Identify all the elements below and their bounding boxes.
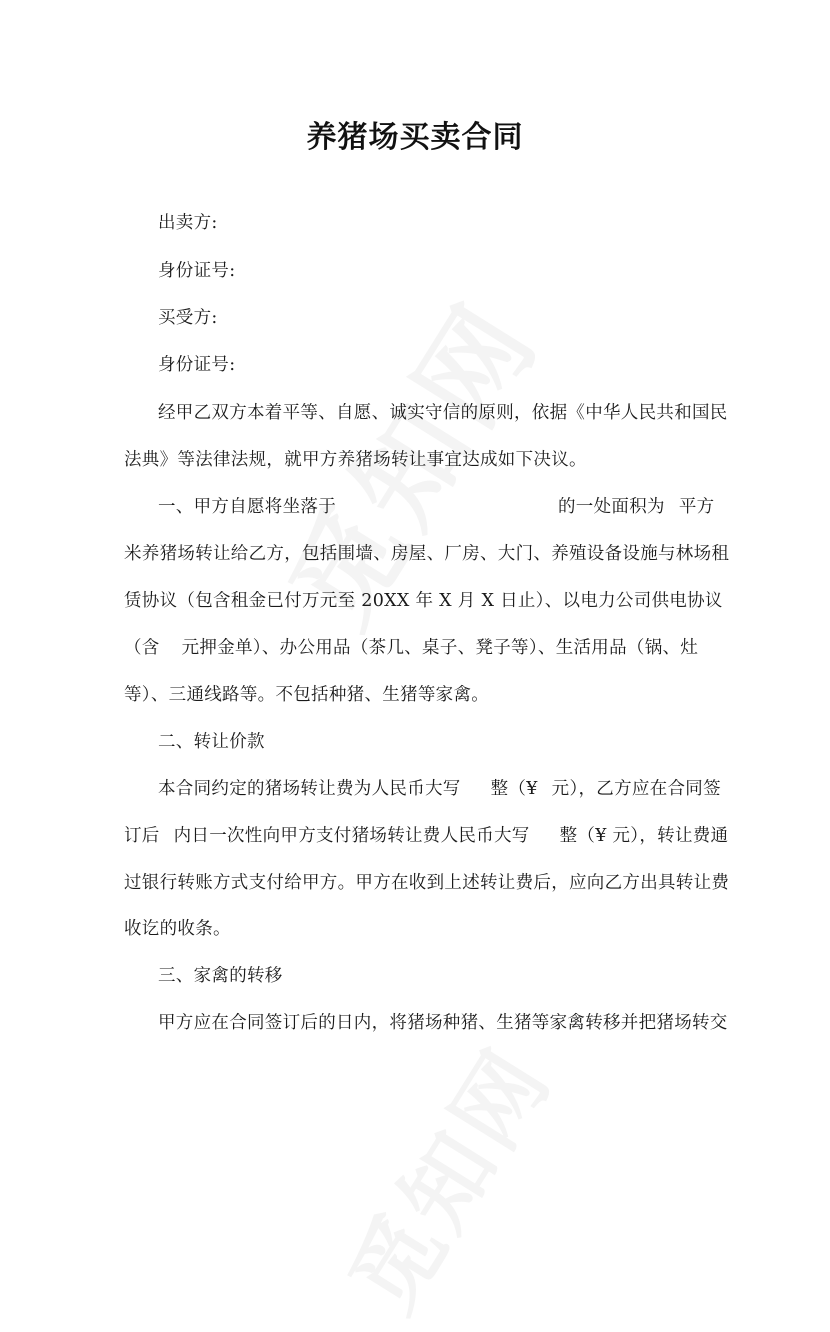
section1-unit-text: 平方 xyxy=(678,497,715,517)
section2-price-yuan-open: 整（¥ xyxy=(490,779,538,799)
section1-line-3: 赁协议（包含租金已付万元至 20XX 年 X 月 X 日止）、以电力公司供电协议 xyxy=(124,591,723,611)
section2-line-2 xyxy=(124,822,728,847)
seller-label: 出卖方: xyxy=(158,213,218,233)
section2-payment-text: 内日一次性向甲方支付猪场转让费人民币大写 xyxy=(173,826,530,846)
section1-location-text: 一、甲方自愿将坐落于 xyxy=(158,497,336,517)
section2-price-text: 本合同约定的猪场转让费为人民币大写 xyxy=(158,779,461,799)
section3-line-1: 甲方应在合同签订后的日内，将猪场种猪、生猪等家禽转移并把猪场转交 xyxy=(158,1013,728,1033)
document-title: 养猪场买卖合同 xyxy=(306,120,524,155)
buyer-label: 买受方: xyxy=(158,308,218,328)
seller-id-label: 身份证号: xyxy=(158,261,236,281)
section1-deposit-text: 元押金单）、办公用品（茶几、桌子、凳子等）、生活用品（锅、灶 xyxy=(181,638,699,658)
watermark-lower xyxy=(313,1018,576,1331)
section3-heading: 三、家禽的转移 xyxy=(158,966,283,986)
preamble-line-2: 法典》等法律法规，就甲方养猪场转让事宜达成如下决议。 xyxy=(124,450,587,470)
section2-line-1 xyxy=(158,775,721,800)
buyer-id-label: 身份证号: xyxy=(158,355,236,375)
section1-line-5: 等）、三通线路等。不包括种猪、生猪等家禽。 xyxy=(124,685,490,705)
section2-heading: 二、转让价款 xyxy=(158,732,265,752)
section1-area-text: 的一处面积为 xyxy=(558,497,665,517)
section1-deposit-open: （含 xyxy=(124,638,160,658)
section2-price-yuan-close: 元），乙方应在合同签 xyxy=(551,779,721,799)
section1-line-1 xyxy=(158,493,714,518)
section2-payment-amount: 整（¥ 元），转让费通 xyxy=(559,826,729,846)
preamble-line-1: 经甲乙双方本着平等、自愿、诚实守信的原则，依据《中华人民共和国民 xyxy=(158,403,728,423)
section1-line-2: 米养猪场转让给乙方，包括围墙、房屋、厂房、大门、养殖设备设施与林场租 xyxy=(124,544,730,564)
section2-line-3: 过银行转账方式支付给甲方。甲方在收到上述转让费后，应向乙方出具转让费 xyxy=(124,873,730,893)
section2-line-4: 收讫的收条。 xyxy=(124,919,231,939)
section1-line-4 xyxy=(124,634,698,659)
section2-after-sign: 订后 xyxy=(124,826,160,846)
